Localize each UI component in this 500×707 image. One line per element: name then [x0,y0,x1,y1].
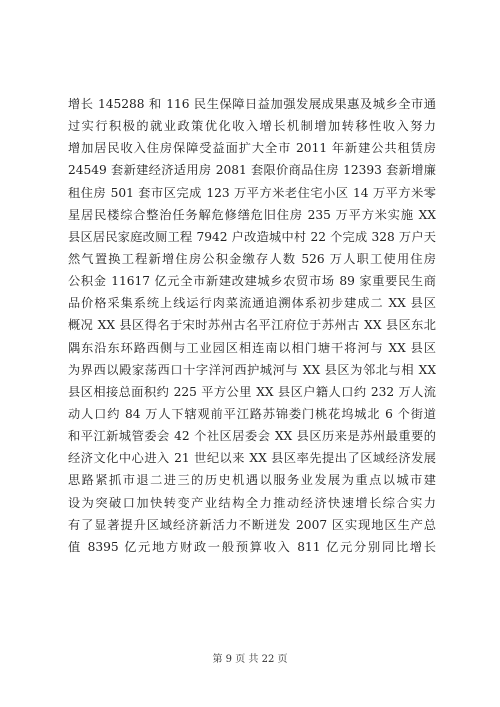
text-line: 和平江新城管委会 42 个社区居委会 XX 县区历来是苏州最重要的 [68,429,436,444]
text-line: 增加居民收入住房保障受益面扩大全市 2011 年新建公共租赁房 [68,141,436,156]
text-line: 然气置换工程新增住房公积金缴存人数 526 万人职工使用住房 [68,251,436,266]
text-line: 公积金 11617 亿元全市新建改建城乡农贸市场 89 家重要民生商 [68,274,436,289]
text-line: 星居民楼综合整治任务解危修缮危旧住房 235 万平方米实施 XX [68,207,436,222]
text-line: 租住房 501 套市区完成 123 万平方米老住宅小区 14 万平方米零 [68,185,436,200]
page-number-label: 第 9 页 共 22 页 [212,654,288,665]
text-line: 概况 XX 县区得名于宋时苏州古名平江府位于苏州古 XX 县区东北 [68,318,436,333]
text-line: 县区居民家庭改厕工程 7942 户改造城中村 22 个完成 328 万户天 [68,229,436,244]
text-line: 设为突破口加快转变产业结构全力推动经济快速增长综合实力 [68,495,436,510]
text-line: 品价格采集系统上线运行肉菜流通追溯体系初步建成二 XX 县区 [68,296,436,311]
text-line: 24549 套新建经济适用房 2081 套限价商品住房 12393 套新增廉 [68,163,436,178]
text-line: 增长 145288 和 116 民生保障日益加强发展成果惠及城乡全市通 [68,97,436,111]
text-line: 思路紧抓市退二进三的历史机遇以服务业发展为重点以城市建 [68,473,436,488]
text-line: 县区相接总面积约 225 平方公里 XX 县区户籍人口约 232 万人流 [68,384,436,399]
text-line: 动人口约 84 万人下辖观前平江路苏锦娄门桃花坞城北 6 个街道 [68,406,436,421]
text-line: 过实行积极的就业政策优化收入增长机制增加转移性收入努力 [68,119,436,134]
page-footer [0,650,500,665]
text-line: 值 8395 亿元地方财政一般预算收入 811 亿元分别同比增长 [68,539,436,554]
text-line: 隅东沿东环路西侧与工业园区相连南以相门塘干将河与 XX 县区 [68,340,436,355]
text-line: 有了显著提升区域经济新活力不断迸发 2007 区实现地区生产总 [68,517,436,532]
text-line: 为界西以殿家荡西口十字洋河西护城河与 XX 县区为邻北与相 XX [68,362,436,377]
text-line: 经济文化中心进入 21 世纪以来 XX 县区率先提出了区域经济发展 [68,451,436,466]
body-text [68,93,436,558]
